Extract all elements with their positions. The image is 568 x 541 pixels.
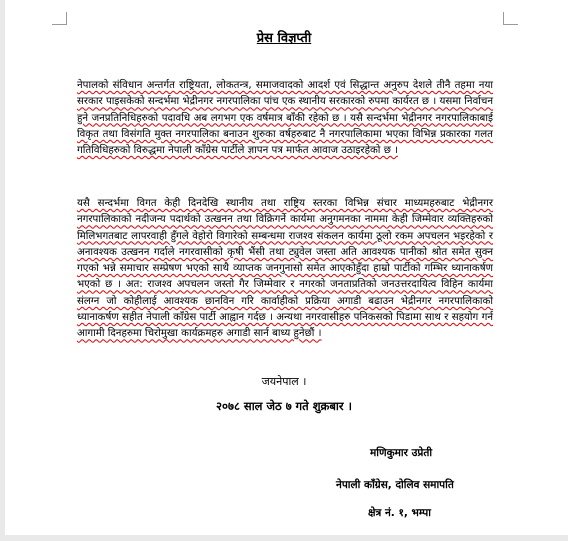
signatory-name: मणिकुमार उप्रेती [370,447,433,459]
paragraph-1[interactable] [77,78,493,159]
closing-greeting: जयनेपाल । [261,375,307,388]
paragraph-2[interactable] [77,196,493,343]
margin-corner-mark-right [503,12,518,25]
paragraph-1-text: नेपालको संविधान अन्तर्गत राष्ट्रियता, लोकतन्त्र, समाजवादको आदर्श एवं सिद्धान्त अनुरुप देशले तीनै तहमा नया सरकार पाइसकेको सन्दर्भमा भेद्रीनगर नगरपालिका पांच एक स्थानीय सरकारको रुपमा कार्यरत छ । यसमा निर्वाचन हुने जनप्रतिनिधिहरुको पदावधि अब लगभग एक वर्षमात्र बाँकी रहेको छ । यसै सन्दर्भमा भेद्रीनगर नगरपालिकाबाई विकृत तथा विसंगति मुक्त नगरपालिका बनाउन शुरुका वर्षहरुबाट नै नगरपालिकामा भएका विभिन्न प्रकारका गलत गतिविधिहरुको विरुद्धमा नेपाली काँग्रेस पार्टीले ज्ञापन पत्र मार्फत आवाज उठाइरहेको छ । [77,80,493,157]
paragraph-2-text: यसै सन्दर्भमा विगत केही दिनदेखि स्थानीय तथा राष्ट्रिय स्तरका विभिन्न संचार माध्यमहरुबाट भेद्रीनगर नगरपालिकाको नदीजन्य पदार्थको उत्खनन तथा विक्रिगर्ने कार्यमा अनुगमनका नाममा केही जिम्मेवार व्यक्तिहरुको मिलिभगतबाट लापरवाही हुँगले वेहोरो विगारेको सम्बन्धमा राजश्व संकलन कार्यमा ठूलो रकम अपचलन भइरहेको र अनावश्यक उत्खनन गर्दाले नगरवासीको कृषी भैंसी तथा ट्युवेल जस्ता अति आवश्यक पानीको श्रोत समेत सुक्न गएको भन्ने समाचार सम्प्रेषण भएको साथै व्याप्तक जनगुनासो समेत आएकोहुँदा हाम्रो पार्टीको गम्भिर ध्यानाकर्षण भएको छ । अत: राजश्व अपचलन जस्तो गैर जिम्मेवार र नगरको जनताप्रतिको जनउत्तरदायित्व विहिन कार्यमा संलग्न जो कोहीलाई आवश्यक छानविन गरि कार्वाहीको प्रक्रिया अगाडी बढाउन भेद्रीनगर नगरपालिकाको ध्यानाकर्षण सहीत नेपाली काँग्रेस पार्टी आह्वान गर्दछ । अन्यथा नगरवासीहरु पनिकसको पिडामा साथ र सहयोग गर्न आगामी दिनहरुमा चिरोमुखा कार्यक्रमहरु अगाडी सार्न बाध्य हुनेछौं । [77,198,493,340]
press-release-title: प्रेस विज्ञप्ती [256,31,312,46]
page-frame-bottom [0,535,568,541]
margin-corner-mark-left [52,12,67,25]
signatory-constituency: क्षेत्र नं. १, भम्पा [368,507,431,519]
date-line: २०७८ साल जेठ ७ गते शुक्रबार । [216,399,352,413]
signatory-party-line: नेपाली काँग्रेस, दोलिव समापति [336,479,454,491]
page-frame-left [0,0,5,541]
